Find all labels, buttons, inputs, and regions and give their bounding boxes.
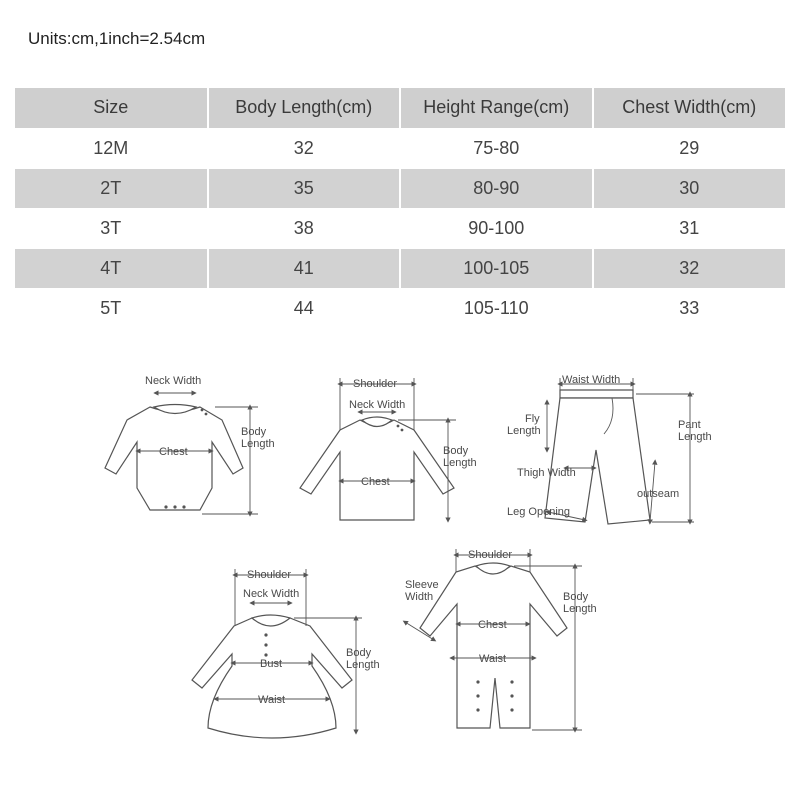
pants-diagram xyxy=(507,374,712,524)
bodysuit-chest-label: Chest xyxy=(159,446,188,458)
cell-body-length: 41 xyxy=(208,248,401,288)
dress-diagram xyxy=(192,569,380,738)
dress-bust-label: Bust xyxy=(260,658,283,670)
cell-height-range: 105-110 xyxy=(400,288,593,328)
shirt-diagram xyxy=(300,378,477,520)
cell-body-length: 44 xyxy=(208,288,401,328)
romper-shoulder-label: Shoulder xyxy=(468,549,513,561)
cell-height-range: 80-90 xyxy=(400,168,593,208)
header-size: Size xyxy=(15,88,208,128)
table-row xyxy=(15,248,785,288)
pants-pant-length-label: Length xyxy=(678,431,712,443)
cell-chest-width: 29 xyxy=(593,128,786,168)
romper-body-label: Body xyxy=(563,591,589,603)
shirt-chest-label: Chest xyxy=(361,476,390,488)
bodysuit-diagram xyxy=(105,375,275,514)
cell-size: 12M xyxy=(93,137,129,158)
table-header-row xyxy=(15,88,785,128)
pants-fly-label: Fly xyxy=(525,413,540,425)
cell-height-range: 75-80 xyxy=(400,128,593,168)
romper-waist-label: Waist xyxy=(479,653,507,665)
cell-size: 2T xyxy=(15,168,208,208)
header-chest-width: Chest Width(cm) xyxy=(593,88,786,128)
cell-height-range: 100-105 xyxy=(400,248,593,288)
dress-shoulder-label: Shoulder xyxy=(247,569,292,581)
cell-size: 3T xyxy=(100,217,122,238)
cell-chest-width: 31 xyxy=(593,208,786,248)
header-body-length: Body Length(cm) xyxy=(208,88,401,128)
table-row xyxy=(15,288,785,328)
dress-neck-width-label: Neck Width xyxy=(243,588,300,600)
romper-length-label: Length xyxy=(563,603,597,615)
cell-height-range: 90-100 xyxy=(400,208,593,248)
pants-outseam-label: outseam xyxy=(637,488,680,500)
table-row xyxy=(15,208,785,248)
shirt-neck-width-label: Neck Width xyxy=(349,399,406,411)
romper-sleeve-width-label: Width xyxy=(405,591,434,603)
cell-size: 4T xyxy=(15,248,208,288)
cell-chest-width: 32 xyxy=(593,248,786,288)
dress-length-label: Length xyxy=(346,659,380,671)
header-height-range: Height Range(cm) xyxy=(400,88,593,128)
shirt-length-label: Length xyxy=(443,457,477,469)
size-chart-table xyxy=(15,88,785,329)
bodysuit-body-label: Body xyxy=(241,426,267,438)
shirt-shoulder-label: Shoulder xyxy=(353,378,398,390)
cell-size: 5T xyxy=(100,297,122,318)
dress-body-label: Body xyxy=(346,647,372,659)
bodysuit-length-label: Length xyxy=(241,438,275,450)
dress-waist-label: Waist xyxy=(258,694,286,706)
table-row xyxy=(15,168,785,208)
cell-body-length: 35 xyxy=(208,168,401,208)
cell-chest-width: 30 xyxy=(593,168,786,208)
cell-chest-width: 33 xyxy=(593,288,786,328)
pants-fly-length-label: Length xyxy=(507,425,541,437)
table-row xyxy=(15,128,785,168)
pants-waist-width-label: Waist Width xyxy=(562,374,621,386)
cell-body-length: 32 xyxy=(208,128,401,168)
romper-sleeve-label: Sleeve xyxy=(405,579,439,591)
units-note: Units:cm,1inch=2.54cm xyxy=(28,29,206,48)
shirt-body-label: Body xyxy=(443,445,469,457)
bodysuit-neck-width-label: Neck Width xyxy=(145,375,202,387)
measurement-diagrams xyxy=(0,350,800,800)
pants-thigh-width-label: Thigh Width xyxy=(517,467,576,479)
romper-chest-label: Chest xyxy=(478,619,507,631)
cell-body-length: 38 xyxy=(208,208,401,248)
pants-leg-opening-label: Leg Opening xyxy=(507,506,570,518)
pants-pant-label: Pant xyxy=(678,419,701,431)
romper-diagram xyxy=(405,549,597,730)
